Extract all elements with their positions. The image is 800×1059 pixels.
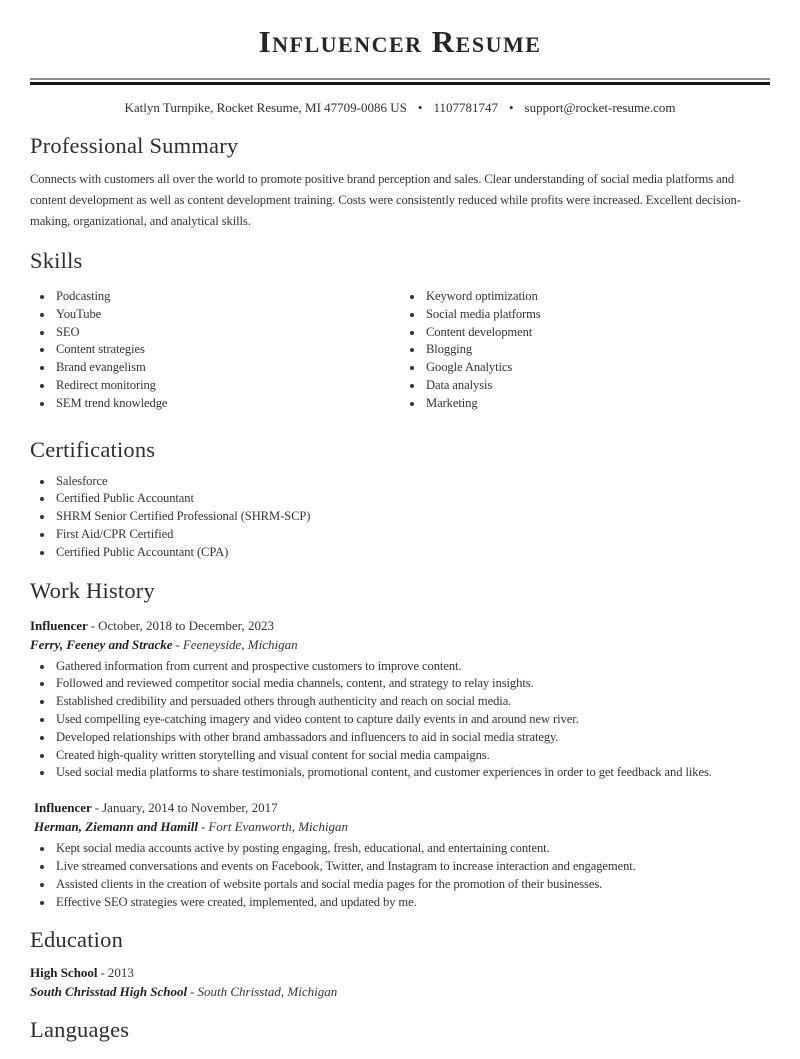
section-professional-summary	[30, 133, 770, 232]
contact-separator: •	[417, 100, 423, 115]
job-company: Ferry, Feeney and Stracke	[30, 636, 173, 652]
job-bullet-list	[30, 840, 770, 911]
job-bullet: • Used compelling eye-catching imagery and video content to capture daily events in and around new river.	[54, 711, 770, 729]
certifications-list	[30, 473, 770, 562]
skill-item: • Google Analytics	[424, 359, 770, 377]
job-bullet: • Used social media platforms to share testimonials, promotional content, and customer experiences in order to get feedback and likes.	[54, 764, 770, 782]
professional-summary-heading: Professional Summary	[30, 133, 239, 158]
job-bullet: • Created high-quality written storytelling and visual content for social media campaigns.	[54, 747, 770, 765]
certification-item: • First Aid/CPR Certified	[54, 526, 770, 544]
job-entry	[30, 798, 770, 911]
contact-phone: 1107781747	[433, 100, 498, 115]
job-location: Feeneyside, Michigan	[182, 636, 298, 652]
section-languages	[30, 1017, 770, 1043]
section-skills	[30, 248, 770, 421]
section-education	[30, 927, 770, 1001]
dash-separator: -	[190, 984, 195, 1000]
dash-separator: -	[200, 819, 206, 835]
education-degree-line	[30, 963, 770, 982]
contact-separator: •	[508, 100, 514, 115]
professional-summary-text: Connects with customers all over the world to promote positive brand perception and sales. Clear understanding of social media platforms and content development as well as content development training. Costs were consistently reduced while profits were increased. Excellent decision-making, organizational, and analytical skills.	[30, 172, 741, 228]
certification-item: • Certified Public Accountant	[54, 490, 770, 508]
skill-item: • Redirect monitoring	[54, 377, 400, 395]
skill-item: • Podcasting	[54, 288, 400, 306]
skills-heading: Skills	[30, 248, 83, 273]
job-bullet: • Kept social media accounts active by posting engaging, fresh, educational, and entertaining content.	[54, 840, 770, 858]
certification-item: • SHRM Senior Certified Professional (SHRM-SCP)	[54, 508, 770, 526]
skill-item: • Blogging	[424, 341, 770, 359]
job-bullet: • Followed and reviewed competitor social media channels, content, and strategy to relay insights.	[54, 675, 770, 693]
certification-item: • Salesforce	[54, 473, 770, 491]
dash-separator: -	[90, 617, 96, 633]
skill-item: • Marketing	[424, 395, 770, 413]
skill-item: • Brand evangelism	[54, 359, 400, 377]
education-school-line	[30, 982, 770, 1001]
job-company: Herman, Ziemann and Hamill	[34, 819, 198, 835]
certification-item: • Certified Public Accountant (CPA)	[54, 544, 770, 562]
job-bullet: • Developed relationships with other brand ambassadors and influencers to aid in social media strategy.	[54, 729, 770, 747]
job-company-line	[30, 635, 770, 654]
education-location: South Chrisstad, Michigan	[197, 984, 338, 1000]
education-degree: High School	[30, 965, 98, 981]
job-title-line	[30, 616, 770, 635]
education-entry	[30, 963, 770, 1001]
skill-item: • Data analysis	[424, 377, 770, 395]
job-bullet: • Effective SEO strategies were created, implemented, and updated by me.	[54, 894, 770, 912]
dash-separator: -	[94, 800, 100, 816]
job-title: Influencer	[34, 800, 92, 816]
job-header	[30, 616, 770, 654]
job-header	[34, 798, 770, 836]
job-title-line	[34, 798, 770, 817]
education-year: 2013	[107, 965, 134, 981]
skills-list-column1	[30, 288, 400, 413]
skills-columns	[30, 284, 770, 421]
job-bullet: • Live streamed conversations and events on Facebook, Twitter, and Instagram to increase interaction and engagement.	[54, 858, 770, 876]
skill-item: • Keyword optimization	[424, 288, 770, 306]
languages-heading: Languages	[30, 1017, 130, 1043]
certifications-heading: Certifications	[30, 436, 156, 462]
work-history-heading: Work History	[30, 577, 155, 603]
job-location: Fort Evanworth, Michigan	[208, 819, 349, 835]
skills-list-column2	[400, 288, 770, 413]
resume-title: Influencer Resume	[258, 24, 542, 59]
skill-item: • SEO	[54, 324, 400, 342]
job-bullet-list	[30, 658, 770, 783]
skill-item: • SEM trend knowledge	[54, 395, 400, 413]
job-dates: October, 2018 to December, 2023	[98, 617, 274, 633]
resume-document	[0, 24, 800, 1043]
job-company-line	[34, 817, 770, 836]
contact-line	[30, 99, 770, 117]
section-certifications	[30, 437, 770, 562]
job-bullet: • Gathered information from current and prospective customers to improve content.	[54, 658, 770, 676]
job-entry	[30, 616, 770, 783]
education-school: South Chrisstad High School	[30, 984, 188, 1000]
job-bullet: • Established credibility and persuaded others through authenticity and reach on social media.	[54, 693, 770, 711]
job-title: Influencer	[30, 617, 88, 633]
dash-separator: -	[175, 636, 180, 652]
skill-item: • Content strategies	[54, 341, 400, 359]
job-bullet: • Assisted clients in the creation of website portals and social media pages for the promotion of their businesses.	[54, 876, 770, 894]
skill-item: • Social media platforms	[424, 306, 770, 324]
contact-name-address: Katlyn Turnpike, Rocket Resume, MI 47709-0086 US	[124, 100, 407, 115]
skill-item: • Content development	[424, 324, 770, 342]
dash-separator: -	[100, 965, 105, 981]
skill-item: • YouTube	[54, 306, 400, 324]
header-divider	[30, 78, 770, 85]
education-heading: Education	[30, 927, 124, 953]
contact-email: support@rocket-resume.com	[524, 100, 676, 115]
section-work-history	[30, 578, 770, 912]
job-dates: January, 2014 to November, 2017	[102, 800, 278, 816]
